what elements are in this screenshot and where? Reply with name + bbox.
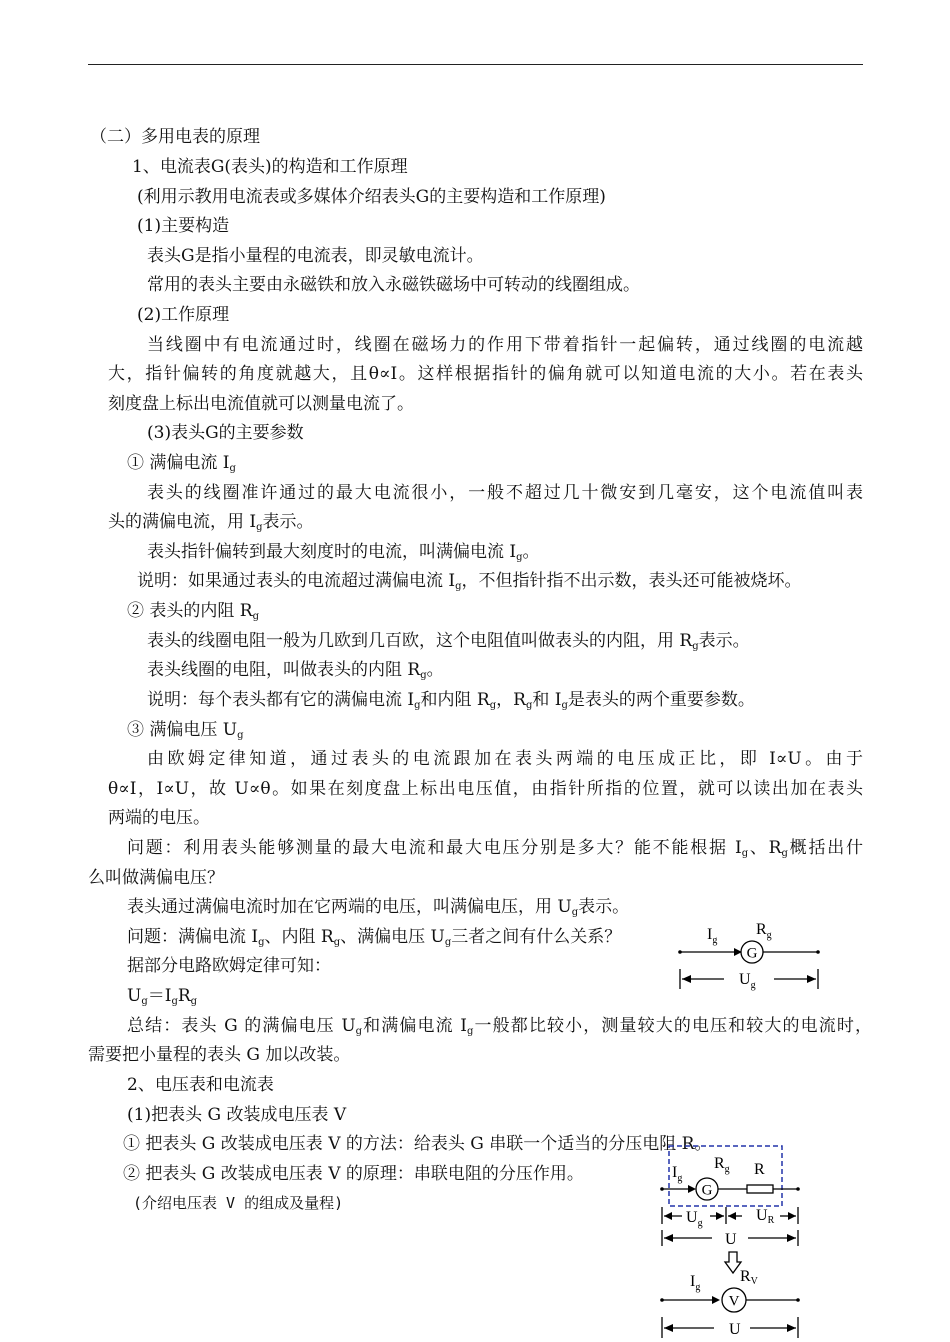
svg-text:Ig: $I_g$ <box>707 926 718 946</box>
svg-text:R: R <box>754 1161 765 1178</box>
galvanometer-circuit <box>676 918 826 996</box>
text-line: 据部分电路欧姆定律可知： <box>127 956 331 976</box>
text-line: 表头的线圈电阻一般为几欧到几百欧，这个电阻值叫做表头的内阻，用 $R_g$表示。 <box>147 631 750 652</box>
subheading-convert-voltmeter: (1)把表头 G 改装成电压表 V <box>127 1105 347 1125</box>
text-line: 头的满偏电流，用 $I_g$表示。 <box>108 512 314 533</box>
item-internal-resistance: ② 表头的内阻 $R_g$ <box>127 601 260 622</box>
section-title: （二）多用电表的原理 <box>90 127 260 147</box>
text-line: 表头通过满偏电流时加在它两端的电压，叫满偏电压，用 $U_g$表示。 <box>127 897 630 918</box>
svg-text:U: U <box>725 1231 737 1248</box>
text-line: 表头的线圈准许通过的最大电流很小，一般不超过几十微安到几毫安，这个电流值叫表 <box>147 483 863 503</box>
text-line: 表头G是指小量程的电流表，即灵敏电流计。 <box>147 246 484 266</box>
text-line: 两端的电压。 <box>108 808 210 828</box>
svg-text:Rg: $R_g$ <box>714 1155 730 1175</box>
subheading-structure: (1)主要构造 <box>137 216 230 236</box>
formula-ug: $U_g=I_gR_g$ <box>127 986 198 1007</box>
svg-text:G: G <box>746 945 758 962</box>
text-line: 说明：每个表头都有它的满偏电流 $I_g$和内阻 $R_g$，$R_g$和 $I_g$是表头的两个重要参数。 <box>147 690 755 711</box>
text-line: 常用的表头主要由永磁铁和放入永磁铁磁场中可转动的线圈组成。 <box>147 275 640 295</box>
subheading-parameters: (3)表头G的主要参数 <box>147 423 304 443</box>
item-full-scale-voltage: ③ 满偏电压 $U_g$ <box>127 720 244 741</box>
text-line: 当线圈中有电流通过时，线圈在磁场力的作用下带着指针一起偏转，通过线圈的电流越 <box>147 335 863 355</box>
svg-text:RV: RV <box>740 1268 758 1287</box>
resistor-icon <box>747 1185 773 1193</box>
question-line: 问题：满偏电流 $I_g$、内阻 $R_g$、满偏电压 $U_g$三者之间有什么关系？ <box>127 927 622 948</box>
text-line: 大，指针偏转的角度就越大，且θ∝I。这样根据指针的偏角就可以知道电流的大小。若在表头 <box>108 364 863 384</box>
svg-text:Ig: $I_g$ <box>672 1164 683 1184</box>
voltmeter-circuit <box>656 1262 816 1342</box>
text-line: 么叫做满偏电压？ <box>88 868 224 888</box>
text-line: (介绍电压表 V 的组成及量程) <box>133 1194 344 1212</box>
svg-text:U: U <box>729 1321 741 1338</box>
text-line: 表头指针偏转到最大刻度时的电流，叫满偏电流 $I_g$。 <box>147 542 540 563</box>
svg-text:Ig: $I_g$ <box>690 1273 701 1293</box>
text-line: ① 把表头 G 改装成电压表 V 的方法：给表头 G 串联一个适当的分压电阻 R。 <box>123 1134 712 1154</box>
svg-text:V: V <box>728 1293 740 1310</box>
svg-text:G: G <box>701 1182 713 1199</box>
text-line: 表头线圈的电阻，叫做表头的内阻 $R_g$。 <box>147 660 444 681</box>
svg-text:Ug: $U_g$ <box>739 971 756 991</box>
svg-text:Rg: $R_g$ <box>756 921 772 941</box>
text-line: (利用示教用电流表或多媒体介绍表头G的主要构造和工作原理) <box>137 187 606 207</box>
text-line: 需要把小量程的表头 G 加以改装。 <box>88 1045 351 1065</box>
question-line: 问题：利用表头能够测量的最大电流和最大电压分别是多大？能不能根据 $I_g$、$R_g$概括出什 <box>127 838 863 859</box>
heading-voltmeter-ammeter: 2、电压表和电流表 <box>127 1075 274 1095</box>
text-line: ② 把表头 G 改装成电压表 V 的原理：串联电阻的分压作用。 <box>123 1164 584 1184</box>
svg-text:Ug: $U_g$ <box>686 1209 703 1229</box>
item-full-scale-current: ① 满偏电流 $I_g$ <box>127 453 236 474</box>
voltmeter-conversion-circuit <box>656 1140 816 1252</box>
text-line: θ∝I，I∝U，故 U∝θ。如果在刻度盘上标出电压值，由指针所指的位置，就可以读出加在表头 <box>108 779 863 799</box>
heading-galvanometer: 1、电流表G(表头)的构造和工作原理 <box>132 157 408 177</box>
header-rule <box>88 64 863 65</box>
text-line: 说明：如果通过表头的电流超过满偏电流 $I_g$，不但指针指不出示数，表头还可能被烧坏。 <box>137 571 802 592</box>
summary-line: 总结：表头 G 的满偏电压 $U_g$和满偏电流 $I_g$一般都比较小，测量较大的电压和较大的电流时， <box>127 1016 873 1037</box>
text-line: 刻度盘上标出电流值就可以测量电流了。 <box>108 394 414 414</box>
svg-text:UR: UR <box>756 1207 775 1226</box>
subheading-principle: (2)工作原理 <box>137 305 230 325</box>
voltmeter-dashed-box <box>669 1146 782 1206</box>
text-line: 由欧姆定律知道，通过表头的电流跟加在表头两端的电压成正比，即 I∝U。由于 <box>147 749 863 769</box>
